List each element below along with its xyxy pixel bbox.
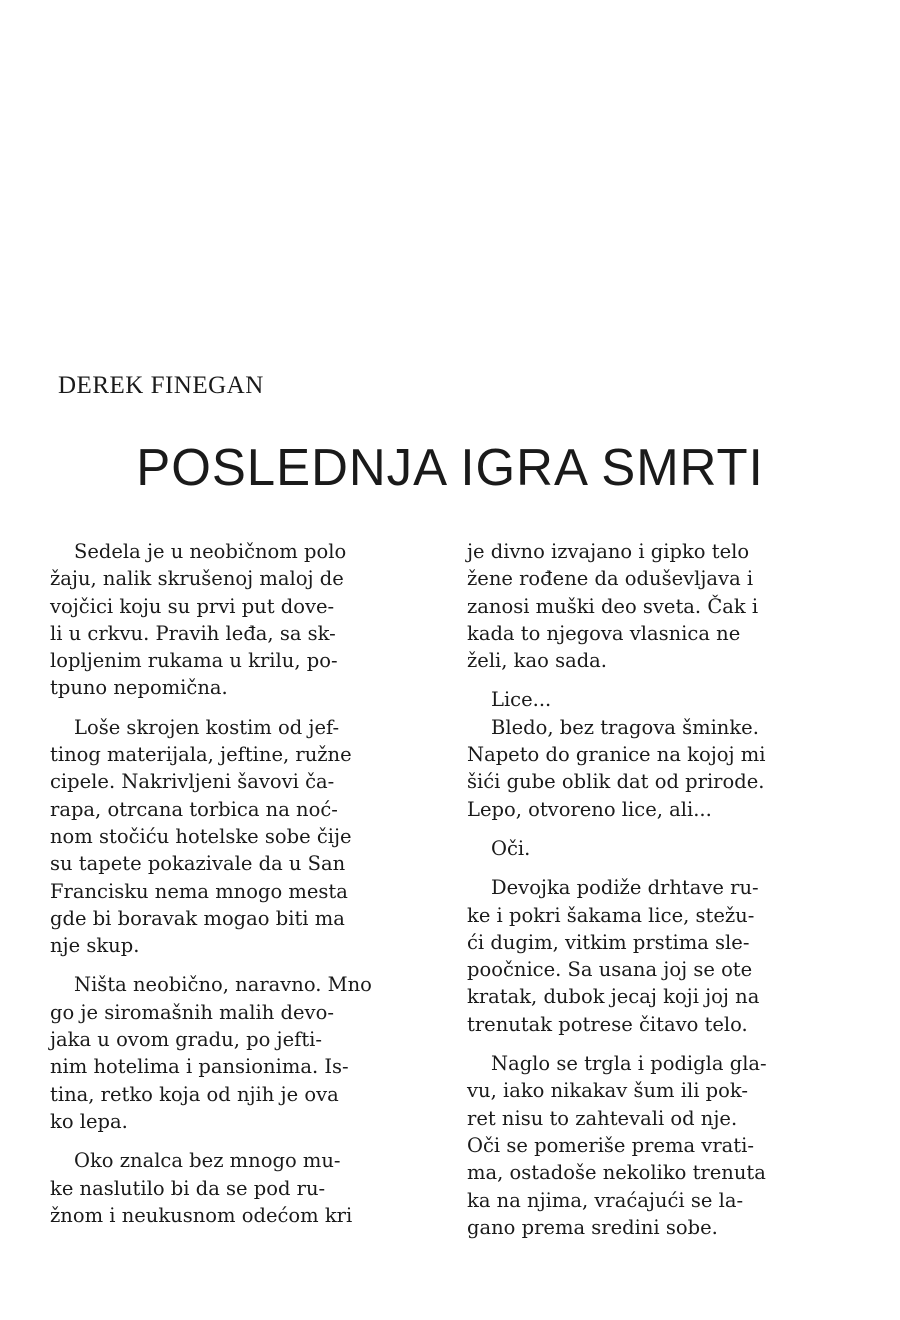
paragraph: Oči. (491, 836, 531, 860)
paragraph: Devojka podiže drhtave ru- ke i pokri šakama lice, stežu- ći dugim, vitkim prstima sle- poočnice. Sa usana joj se ote kratak, dubok jecaj koji joj na trenutak potrese čitavo telo. (467, 876, 760, 1036)
story-title: POSLEDNJA IGRA SMRTI (136, 439, 764, 497)
left-column (50, 538, 432, 1241)
paragraph: Lice... (491, 688, 552, 712)
paragraph: Loše skrojen kostim od jef- tinog materijala, jeftine, ružne cipele. Nakrivljeni šavovi ča- rapa, otrcana torbica na noć- nom stočiću hotelske sobe čije su tapete pokazivale da u San Francisku nema mnogo mesta gde bi boravak mogao biti ma nje skup. (50, 715, 352, 958)
author-name: DEREK FINEGAN (58, 372, 264, 399)
paragraph: Ništa neobično, naravno. Mno go je siromašnih malih devo- jaka u ovom gradu, po jefti- nim hotelima i pansionima. Is- tina, retko koja od njih je ova ko lepa. (50, 973, 372, 1133)
right-column (467, 538, 849, 1253)
paragraph: Oko znalca bez mnogo mu- ke naslutilo bi da se pod ru- žnom i neukusnom odećom kri (50, 1149, 353, 1227)
paragraph: Sedela je u neobičnom polo žaju, nalik skrušenoj maloj de vojčici koju su prvi put dove- li u crkvu. Pravih leđa, sa sk- lopljenim rukama u krilu, po- tpuno nepomična. (50, 540, 347, 700)
paragraph: je divno izvajano i gipko telo žene rođene da oduševljava i zanosi muški deo sveta. Čak i kada to njegova vlasnica ne želi, kao sada. (467, 540, 759, 673)
paragraph: Naglo se trgla i podigla gla- vu, iako nikakav šum ili pok- ret nisu to zahtevali od nje. Oči se pomeriše prema vrati- ma, ostadoše nekoliko trenuta ka na njima, vraćajući se la- gano prema sredini sobe. (467, 1052, 767, 1239)
paragraph: Bledo, bez tragova šminke. Napeto do granice na kojoj mi šići gube oblik dat od prirode. Lepo, otvoreno lice, ali... (467, 715, 766, 821)
